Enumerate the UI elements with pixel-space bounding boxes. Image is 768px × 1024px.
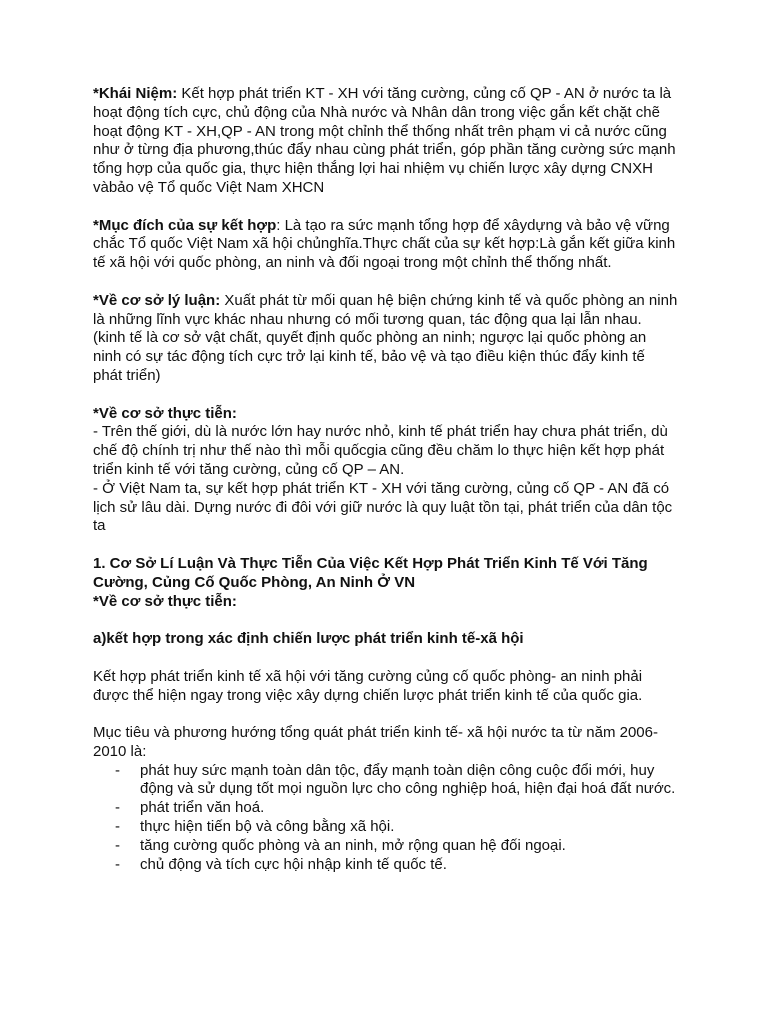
text-thuc-tien-line2: - Ở Việt Nam ta, sự kết hợp phát triển KT - XH với tăng cường, củng cố QP - AN đã có lịch sử lâu dài. Dựng nước đi đôi với giữ nước là quy luật tồn tại, phát triển của dân tộc ta	[93, 479, 673, 535]
list-item: - chủ động và tích cực hội nhập kinh tế quốc tế.	[115, 855, 447, 873]
section-1	[93, 555, 678, 875]
goals-list	[93, 762, 678, 875]
label-co-so-thuc-tien: *Về cơ sở thực tiễn:	[93, 404, 237, 422]
paragraph-b: Mục tiêu và phương hướng tổng quát phát triển kinh tế- xã hội nước ta từ năm 2006-2010 là:	[93, 724, 658, 760]
bullet-dash: -	[115, 799, 120, 817]
list-item: - thực hiện tiến bộ và công bằng xã hội.	[115, 818, 395, 836]
label-co-so-ly-luan: *Về cơ sở lý luận:	[93, 291, 221, 309]
bullet-dash: -	[115, 761, 120, 779]
text-muc-dich: : Là tạo ra sức mạnh tổng hợp để xâydựng và bảo vệ vững chắc Tổ quốc Việt Nam xã hội chủnghĩa.Thực chất của sự kết hợp:Là gắn kết giữa kinh tế xã hội với quốc phòng, an ninh và đối ngoại trong một chỉnh thể thống nhất.	[93, 216, 676, 272]
paragraph-co-so-thuc-tien	[93, 405, 678, 537]
list-item: - phát huy sức mạnh toàn dân tộc, đẩy mạnh toàn diện công cuộc đổi mới, huy động và sử dụng tốt mọi nguồn lực cho công nghiệp hoá, hiện đại hoá đất nước.	[115, 761, 676, 798]
list-item: - tăng cường quốc phòng và an ninh, mở rộng quan hệ đối ngoại.	[115, 836, 566, 854]
paragraph-co-so-ly-luan	[93, 292, 678, 386]
bullet-dash: -	[115, 818, 120, 836]
section-subtitle: *Về cơ sở thực tiễn:	[93, 592, 237, 610]
text-khai-niem: Kết hợp phát triển KT - XH với tăng cường, củng cố QP - AN ở nước ta là hoạt động tích cực, chủ động của Nhà nước và Nhân dân trong việc gắn kết chặt chẽ hoạt động KT - XH,QP - AN trong một chỉnh thể thống nhất trên phạm vi cả nước cũng như ở từng địa phương,thúc đẩy nhau cùng phát triển, góp phần tăng cường sức mạnh tổng hợp của quốc gia, thực hiện thắng lợi hai nhiệm vụ chiến lược xây dựng CNXH vàbảo vệ Tổ quốc Việt Nam XHCN	[93, 85, 676, 196]
bullet-dash: -	[115, 855, 120, 873]
paragraph-khai-niem	[93, 85, 678, 198]
paragraph-a: Kết hợp phát triển kinh tế xã hội với tăng cường củng cố quốc phòng- an ninh phải được thể hiện ngay trong việc xây dựng chiến lược phát triển kinh tế của quốc gia.	[93, 667, 643, 704]
section-title: 1. Cơ Sở Lí Luận Và Thực Tiễn Của Việc Kết Hợp Phát Triển Kinh Tế Với Tăng Cường, Củng Cố Quốc Phòng, An Ninh Ở VN	[93, 554, 648, 591]
subheading-a: a)kết hợp trong xác định chiến lược phát triển kinh tế-xã hội	[93, 630, 524, 648]
paragraph-muc-dich	[93, 217, 678, 273]
label-muc-dich: *Mục đích của sự kết hợp	[93, 216, 277, 234]
text-thuc-tien-line1: - Trên thế giới, dù là nước lớn hay nước nhỏ, kinh tế phát triển hay chưa phát triển, dù chế độ chính trị như thế nào thì mỗi quốcgia cũng đều chăm lo thực hiện kết hợp phát triển kinh tế với tăng cường, củng cố QP – AN.	[93, 423, 668, 478]
bullet-dash: -	[115, 836, 120, 854]
label-khai-niem: *Khái Niệm:	[93, 85, 178, 102]
list-item: - phát triển văn hoá.	[115, 799, 265, 817]
text-co-so-ly-luan: Xuất phát từ mối quan hệ biện chứng kinh tế và quốc phòng an ninh là những lĩnh vực khác nhau nhưng có mối tương quan, tác động qua lại lẫn nhau. (kinh tế là cơ sở vật chất, quyết định quốc phòng an ninh; ngược lại quốc phòng an ninh có sự tác động tích cực trở lại kinh tế, bảo vệ và tạo điều kiện thúc đẩy kinh tế phát triển)	[93, 291, 678, 384]
